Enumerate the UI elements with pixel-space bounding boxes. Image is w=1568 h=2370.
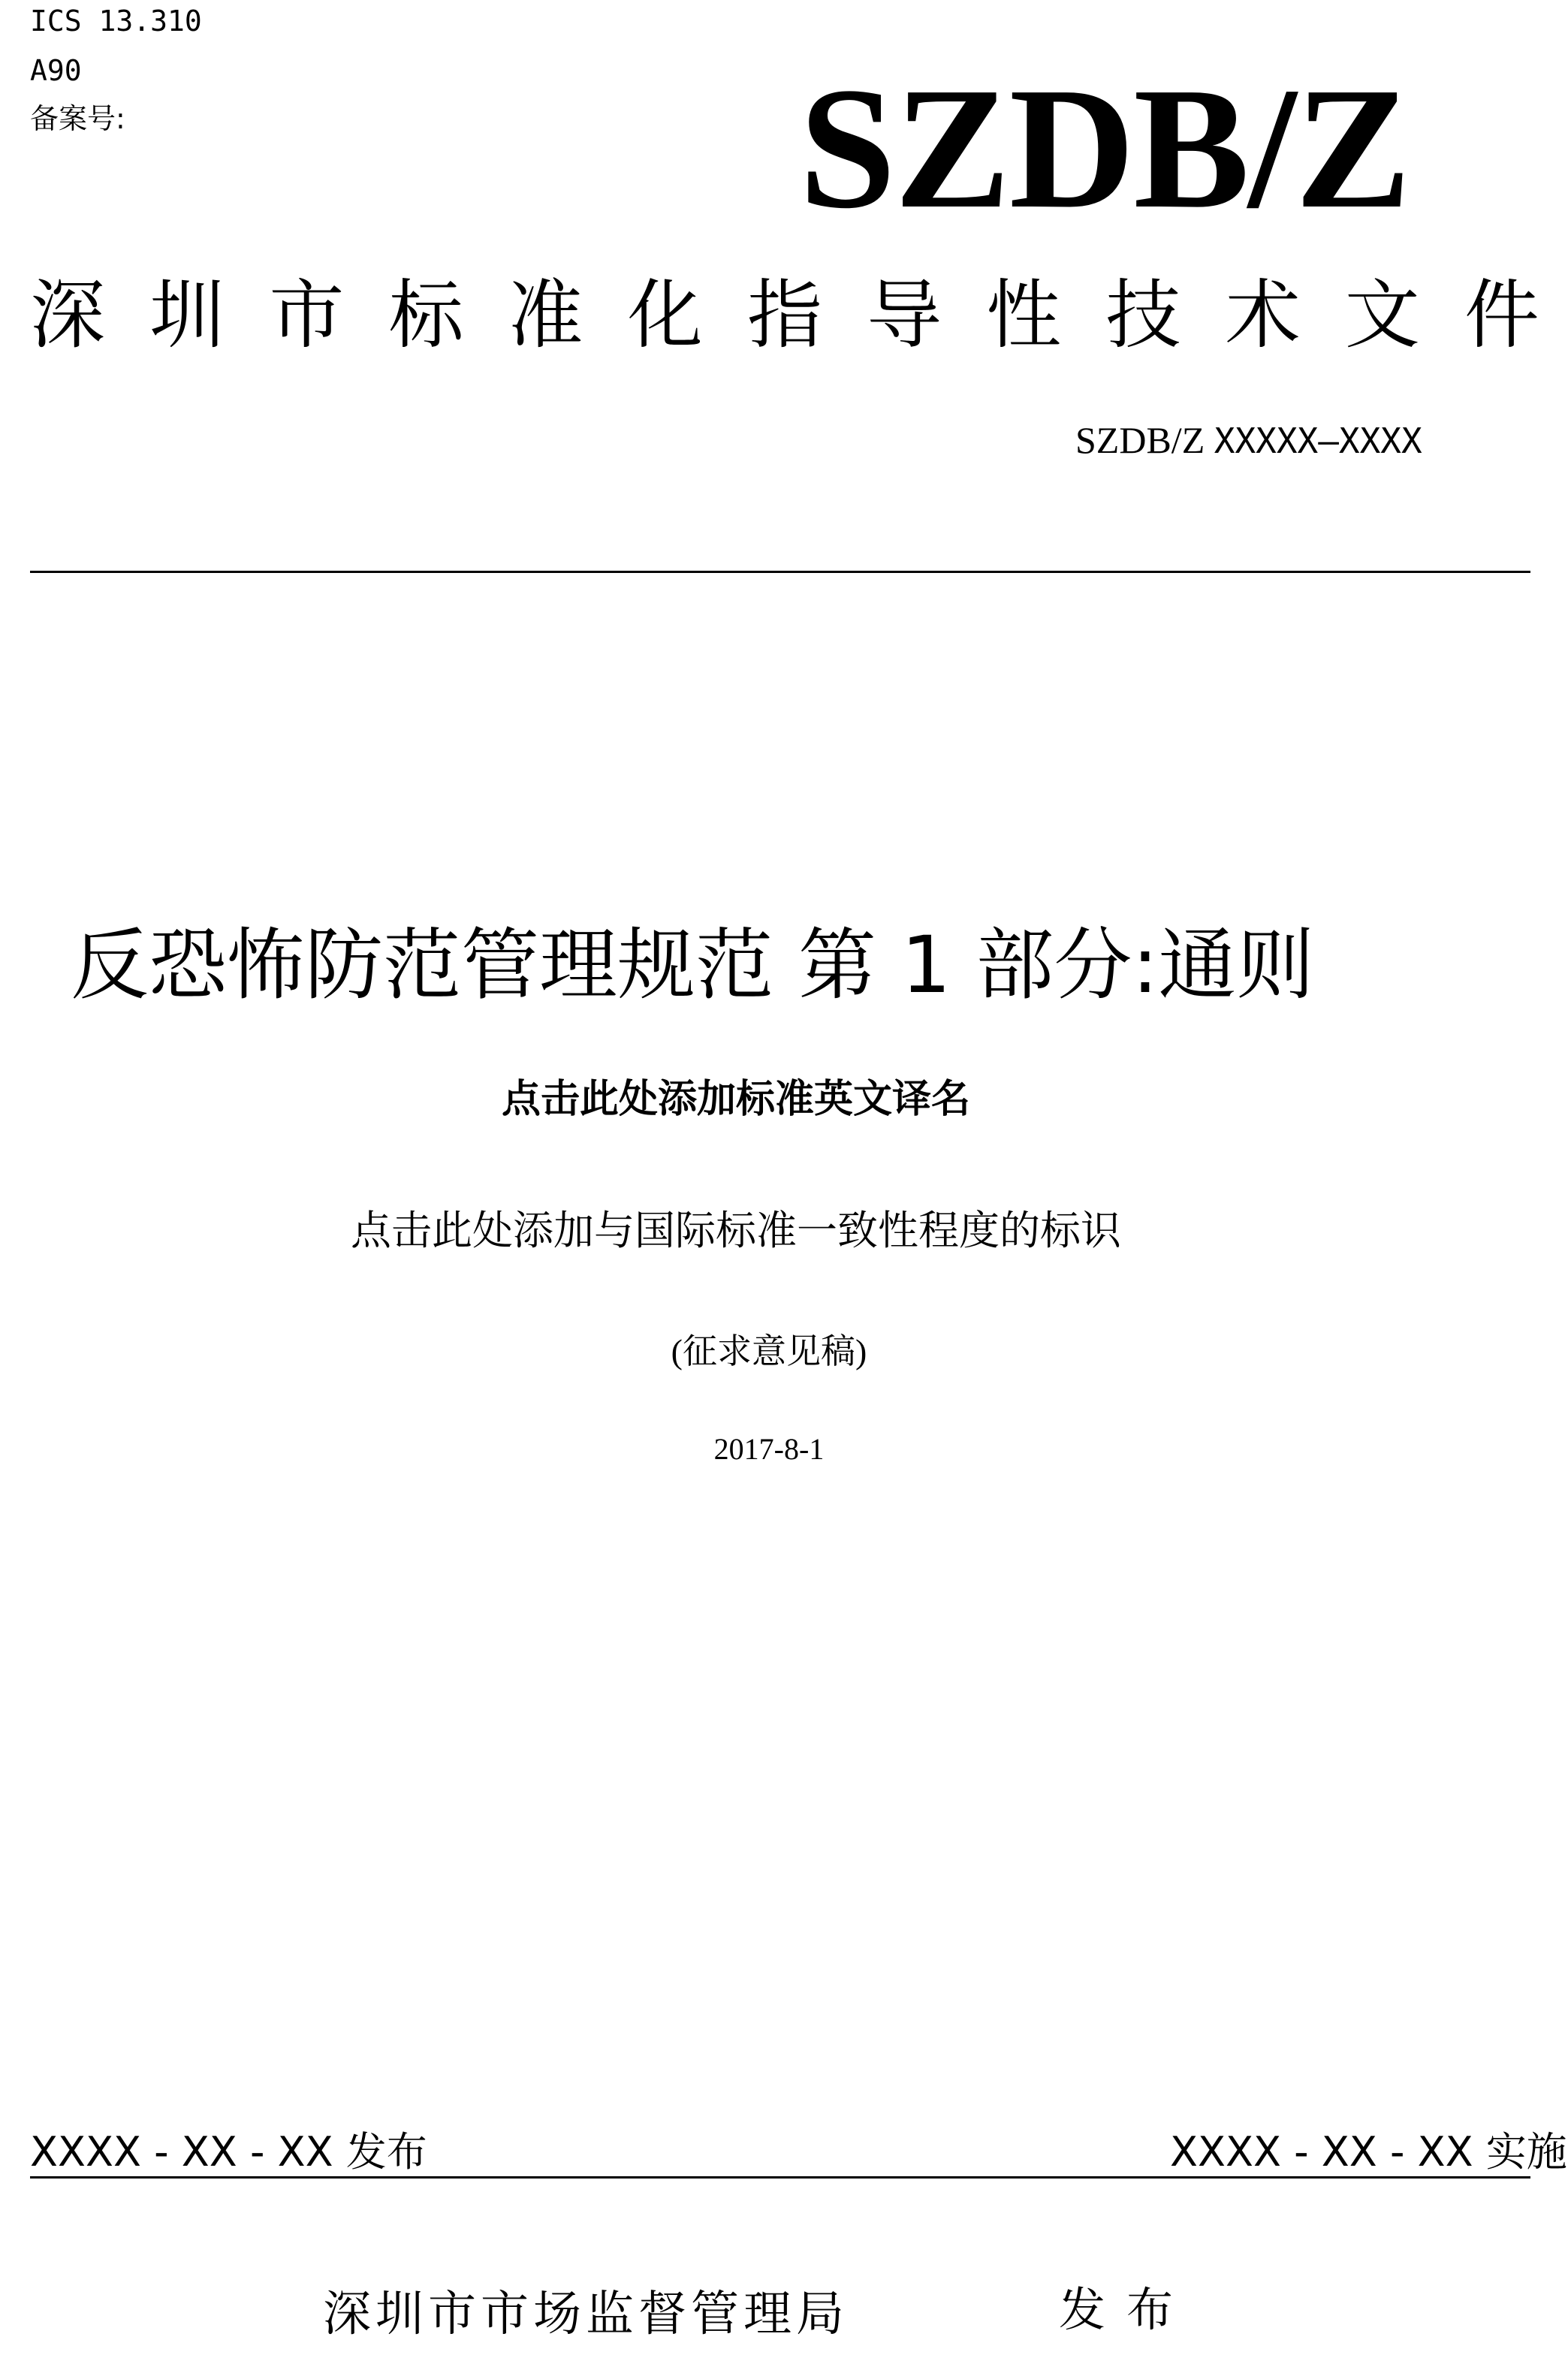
document-type-char: 件 [1464,271,1539,359]
publish-label: 发布 [1059,2282,1195,2337]
document-type-char: 性 [986,271,1062,359]
footer-divider [30,2176,1530,2179]
draft-stage: (征求意见稿) [671,1332,867,1370]
document-type-char: 指 [746,271,822,359]
document-title: 反恐怖防范管理规范 第 1 部分:通则 [71,919,1315,1011]
document-number-value: XXXXX—XXXX [1214,421,1422,461]
document-type-char: 市 [269,271,345,359]
consistency-placeholder[interactable]: 点击此处添加与国际标准一致性程度的标识 [351,1208,1121,1253]
document-type-char: 深 [30,271,105,359]
document-type-char: 圳 [149,271,225,359]
document-type-char: 准 [508,271,583,359]
document-type-char: 导 [867,271,942,359]
draft-date: 2017-8-1 [713,1432,825,1466]
document-number [1075,418,1422,463]
document-type-char: 术 [1225,271,1301,359]
document-type-char: 技 [1105,271,1181,359]
publisher-name: 深圳市市场监督管理局 [323,2287,849,2342]
document-type-char: 化 [627,271,703,359]
ccs-code: A90 [30,54,82,87]
ics-code: ICS 13.310 [30,5,202,38]
implement-date: XXXX - XX - XX 实施 [1170,2128,1567,2176]
publish-date: XXXX - XX - XX 发布 [30,2128,427,2176]
header-divider [30,571,1530,573]
document-type-char: 文 [1344,271,1420,359]
document-type-heading [30,270,1539,360]
filing-number-label: 备案号: [30,102,125,135]
english-name-placeholder[interactable]: 点击此处添加标准英文译名 [501,1077,970,1122]
document-type-char: 标 [388,271,464,359]
standard-logo: SZDB/Z [799,52,1410,245]
document-number-prefix: SZDB/Z [1075,419,1205,461]
